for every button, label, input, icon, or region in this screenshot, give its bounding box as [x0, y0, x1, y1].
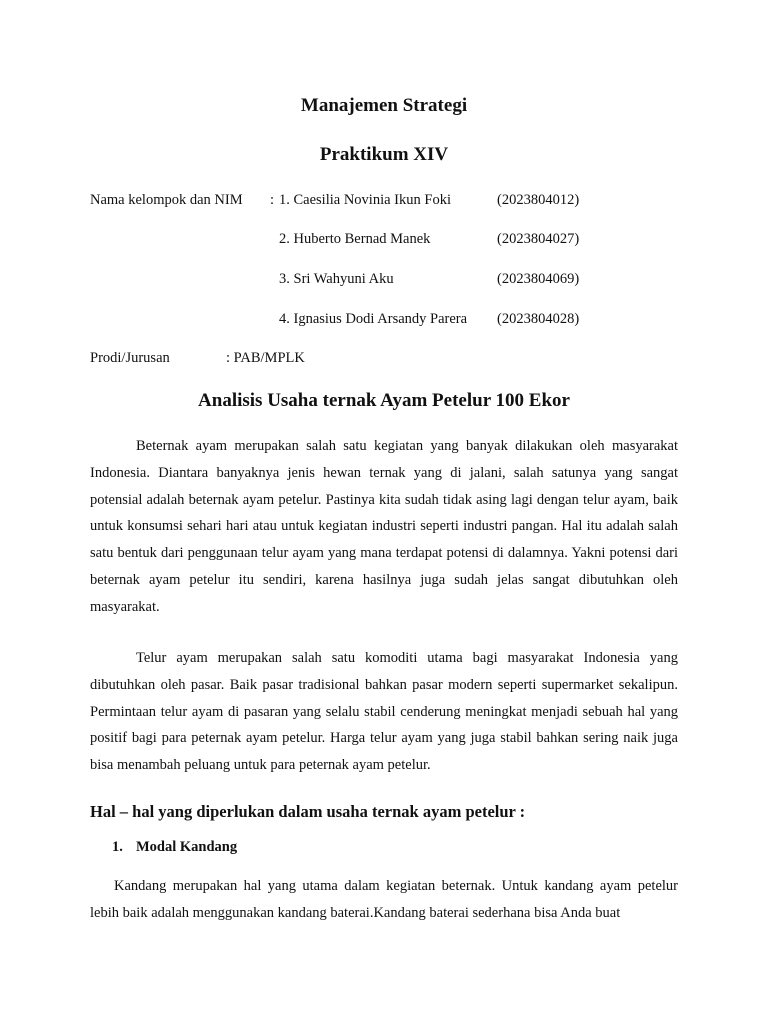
document-subtitle: Praktikum XIV: [319, 144, 449, 165]
prodi-label: Prodi/Jurusan: [90, 350, 170, 366]
list-item: [112, 839, 237, 856]
member-name: 3. Sri Wahyuni Aku: [279, 271, 394, 287]
member-nim: (2023804027): [497, 231, 580, 247]
paragraph-1: Beternak ayam merupakan salah satu kegiatan yang banyak dilakukan oleh masyarakat Indonesia. Diantara banyaknya jenis hewan ternak yang di jalani, salah satunya yang sangat potensial adalah beternak ayam petelur. Pastinya kita sudah tidak asing lagi dengan telur ayam, baik untuk konsumsi sehari hari atau untuk kegiatan industri seperti industri pangan. Hal itu adalah salah satu bentuk dari penggunaan telur ayam yang mana terdapat potensi di dalamnya. Yakni potensi dari beternak ayam petelur itu sendiri, karena hasilnya juga sudah jelas sangat dibutuhkan oleh masyarakat.: [90, 438, 678, 615]
member-nim: (2023804012): [497, 192, 580, 208]
group-separator: :: [270, 192, 275, 208]
list-number: 1.: [112, 839, 123, 855]
subsection-heading: Hal – hal yang diperlukan dalam usaha ternak ayam petelur :: [90, 802, 526, 821]
member-name: 4. Ignasius Dodi Arsandy Parera: [279, 311, 468, 327]
document-title: Manajemen Strategi: [300, 95, 468, 116]
member-name: 2. Huberto Bernad Manek: [279, 231, 431, 247]
group-label: Nama kelompok dan NIM: [90, 192, 243, 208]
prodi-value: : PAB/MPLK: [226, 350, 305, 366]
paragraph-3: Kandang merupakan hal yang utama dalam kegiatan beternak. Untuk kandang ayam petelur lebih baik adalah menggunakan kandang baterai.Kandang baterai sederhana bisa Anda buat: [90, 878, 678, 921]
list-label: Modal Kandang: [136, 839, 238, 855]
member-nim: (2023804069): [497, 271, 580, 287]
member-name: 1. Caesilia Novinia Ikun Foki: [279, 192, 451, 208]
member-nim: (2023804028): [497, 311, 580, 327]
section-title: Analisis Usaha ternak Ayam Petelur 100 Ekor: [198, 390, 570, 411]
paragraph-2: Telur ayam merupakan salah satu komoditi utama bagi masyarakat Indonesia yang dibutuhkan oleh pasar. Baik pasar tradisional bahkan pasar modern seperti supermarket sekalipun. Permintaan telur ayam di pasaran yang selalu stabil cenderung meningkat menjadi sebuah hal yang positif bagi para peternak ayam petelur. Harga telur ayam yang juga stabil bahkan sering naik juga bisa menambah peluang untuk para peternak ayam petelur.: [90, 650, 678, 774]
